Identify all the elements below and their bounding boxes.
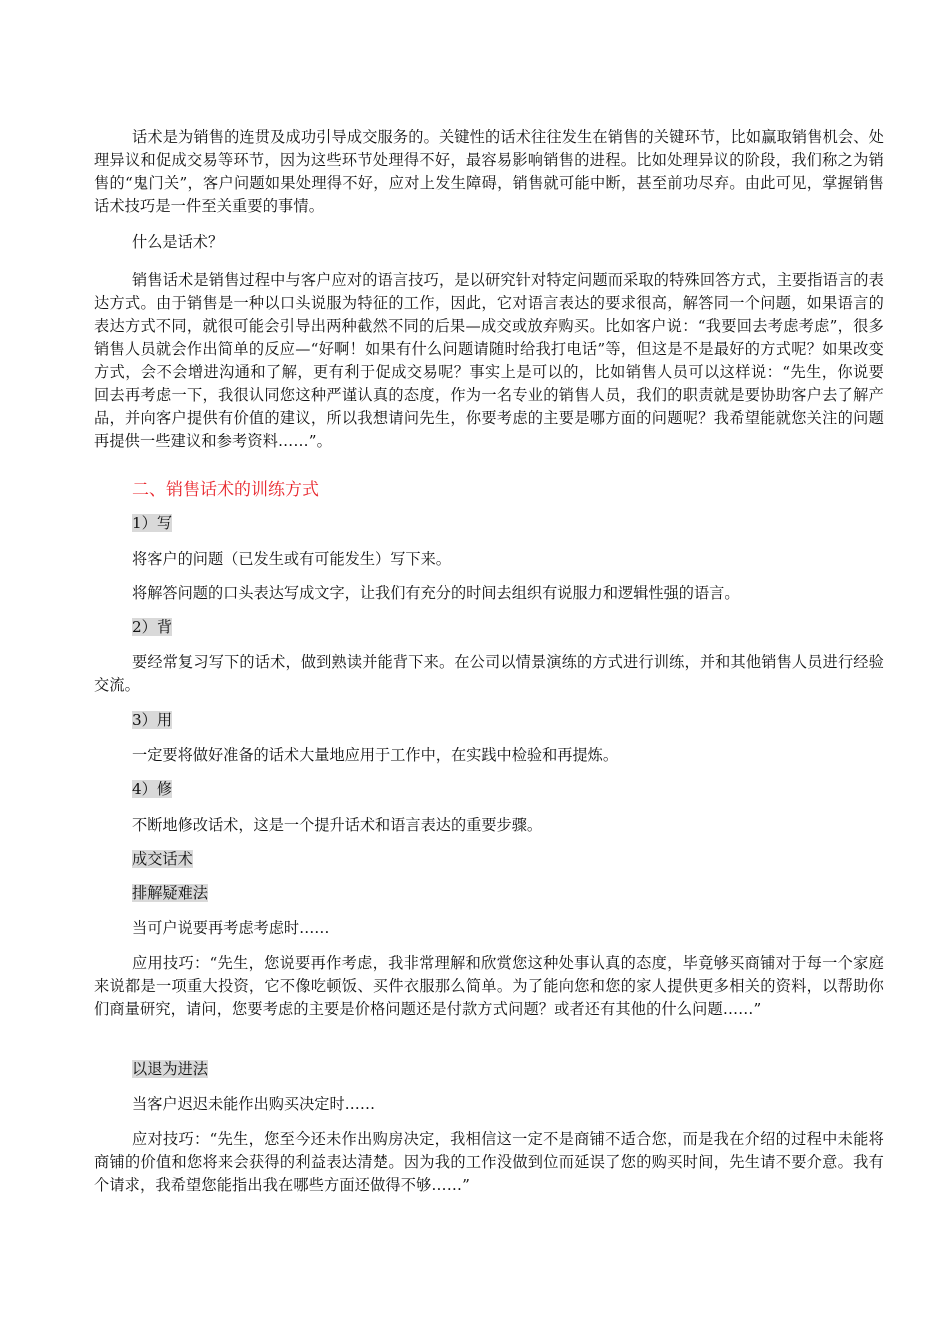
step-text: 将客户的问题（已发生或有可能发生）写下来。 <box>132 550 451 568</box>
step-use-text <box>94 744 884 767</box>
step-memorize <box>94 616 884 639</box>
method-title: 排解疑难法 <box>132 884 208 902</box>
question-text: 什么是话术？ <box>132 233 224 251</box>
method-2-answer <box>94 1128 884 1197</box>
section-heading <box>94 478 884 502</box>
step-label: 1）写 <box>132 514 173 532</box>
method-situation: 当客户迟迟未能作出购买决定时…… <box>132 1095 375 1113</box>
method-2-title <box>94 1058 884 1081</box>
method-answer: 应用技巧：“先生，您说要再作考虑，我非常理解和欣赏您这种处事认真的态度，毕竟够买商铺对于每一个家庭来说都是一项重大投资，它不像吃顿饭、买件衣服那么简单。为了能向您和您的家人提供更多相关的资料，以帮助你们商量研究，请问，您要考虑的主要是价格问题还是付款方式问题？或者还有其他的什么问题……” <box>94 954 884 1018</box>
step-text: 将解答问题的口头表达写成文字，让我们有充分的时间去组织有说服力和逻辑性强的语言。 <box>132 584 740 602</box>
method-1-title <box>94 882 884 905</box>
step-revise <box>94 778 884 801</box>
definition-paragraph <box>94 269 884 453</box>
method-1-situation <box>94 917 884 940</box>
closing-title <box>94 848 884 871</box>
definition-text: 销售话术是销售过程中与客户应对的语言技巧，是以研究针对特定问题而采取的特殊回答方式，主要指语言的表达方式。由于销售是一种以口头说服为特征的工作，因此，它对语言表达的要求很高，解答同一个问题，如果语言的表达方式不同，就很可能会引导出两种截然不同的后果—成交或放弃购买。比如客户说：“我要回去考虑考虑”，很多销售人员就会作出简单的反应—“好啊！如果有什么问题请随时给我打电话”等，但这是不是最好的方式呢？如果改变方式，会不会增进沟通和了解，更有利于促成交易呢？事实上是可以的，比如销售人员可以这样说：“先生，你说要回去再考虑一下，我很认同您这种严谨认真的态度，作为一名专业的销售人员，我们的职责就是要协助客户去了解产品，并向客户提供有价值的建议，所以我想请问先生，你要考虑的主要是哪方面的问题呢？我希望能就您关注的问题再提供一些建议和参考资料……”。 <box>94 271 884 450</box>
closing-title-text: 成交话术 <box>132 850 193 868</box>
step-write <box>94 512 884 535</box>
step-text: 一定要将做好准备的话术大量地应用于工作中，在实践中检验和再提炼。 <box>132 746 618 764</box>
step-label: 4）修 <box>132 780 173 798</box>
step-label: 2）背 <box>132 618 173 636</box>
step-text: 不断地修改话术，这是一个提升话术和语言表达的重要步骤。 <box>132 816 543 834</box>
step-write-text-1 <box>94 548 884 571</box>
step-write-text-2 <box>94 582 884 605</box>
step-use <box>94 709 884 732</box>
method-2-situation <box>94 1093 884 1116</box>
intro-text: 话术是为销售的连贯及成功引导成交服务的。关键性的话术往往发生在销售的关键环节，比如赢取销售机会、处理异议和促成交易等环节，因为这些环节处理得不好，最容易影响销售的进程。比如处理异议的阶段，我们称之为销售的“鬼门关”，客户问题如果处理得不好，应对上发生障碍，销售就可能中断，甚至前功尽弃。由此可见，掌握销售话术技巧是一件至关重要的事情。 <box>94 128 884 215</box>
method-situation: 当可户说要再考虑考虑时…… <box>132 919 330 937</box>
section-heading-text: 二、销售话术的训练方式 <box>132 480 319 500</box>
method-answer: 应对技巧：“先生，您至今还未作出购房决定，我相信这一定不是商铺不适合您，而是我在介绍的过程中未能将商铺的价值和您将来会获得的利益表达清楚。因为我的工作没做到位而延误了您的购买时间，先生请不要介意。我有个请求，我希望您能指出我在哪些方面还做得不够……” <box>94 1130 884 1194</box>
intro-paragraph <box>94 126 884 218</box>
question-line <box>94 231 884 254</box>
step-label: 3）用 <box>132 711 173 729</box>
step-revise-text <box>94 814 884 837</box>
step-text: 要经常复习写下的话术，做到熟读并能背下来。在公司以情景演练的方式进行训练，并和其他销售人员进行经验交流。 <box>94 653 884 694</box>
method-title: 以退为进法 <box>132 1060 208 1078</box>
step-memorize-text <box>94 651 884 697</box>
method-1-answer <box>94 952 884 1021</box>
